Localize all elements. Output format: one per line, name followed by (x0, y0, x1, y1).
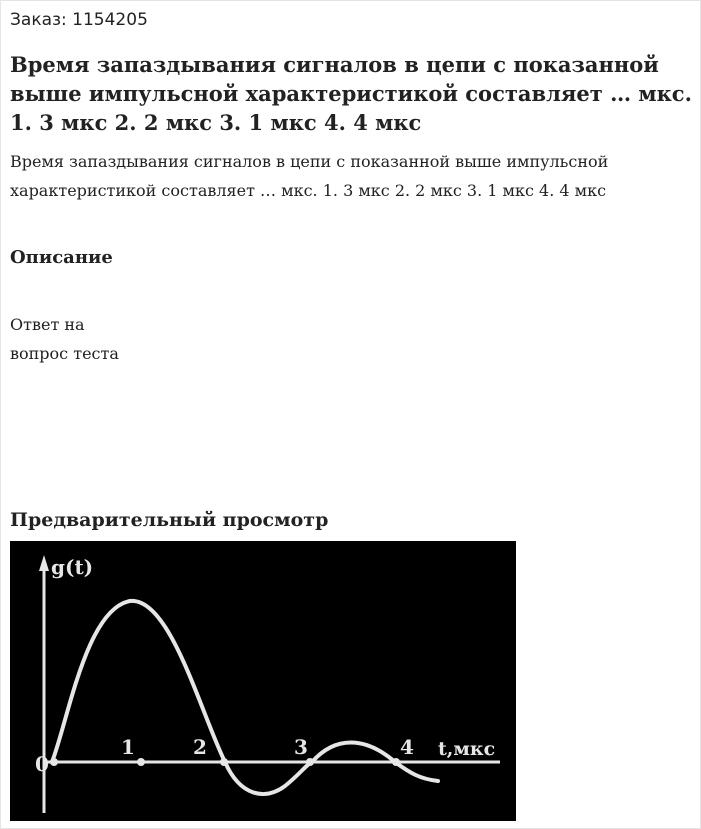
y-axis-arrow (39, 555, 49, 571)
answer-line-1: Ответ на (10, 315, 85, 334)
impulse-response-curve (52, 601, 438, 794)
tick-label-2: 2 (193, 735, 207, 759)
question-title: Время запаздывания сигналов в цепи с показанной выше импульсной характеристикой составляет … мкс. 1. 3 мкс 2. 2 мкс 3. 1 мкс 4. 4 мкс (10, 52, 692, 135)
origin-label: 0 (35, 752, 49, 776)
description-heading: Описание (10, 247, 113, 268)
tick-dot-1 (137, 758, 145, 766)
y-axis-label: g(t) (51, 555, 94, 579)
tick-dot-2 (220, 758, 228, 766)
tick-label-4: 4 (400, 735, 414, 759)
order-number: Заказ: 1154205 (10, 10, 148, 30)
x-axis-label: t,мкс (438, 738, 496, 760)
origin-dot (50, 758, 58, 766)
answer-text (10, 310, 119, 368)
tick-dot-4 (392, 758, 400, 766)
preview-heading: Предварительный просмотр (10, 509, 329, 531)
tick-label-1: 1 (121, 735, 135, 759)
preview-image (10, 541, 516, 821)
tick-dot-3 (306, 758, 314, 766)
question-description: Время запаздывания сигналов в цепи с показанной выше импульсной характеристикой составляет … мкс. 1. 3 мкс 2. 2 мкс 3. 1 мкс 4. 4 мкс (10, 152, 609, 200)
impulse-response-figure (10, 541, 516, 821)
answer-line-2: вопрос теста (10, 344, 119, 363)
tick-label-3: 3 (294, 735, 308, 759)
